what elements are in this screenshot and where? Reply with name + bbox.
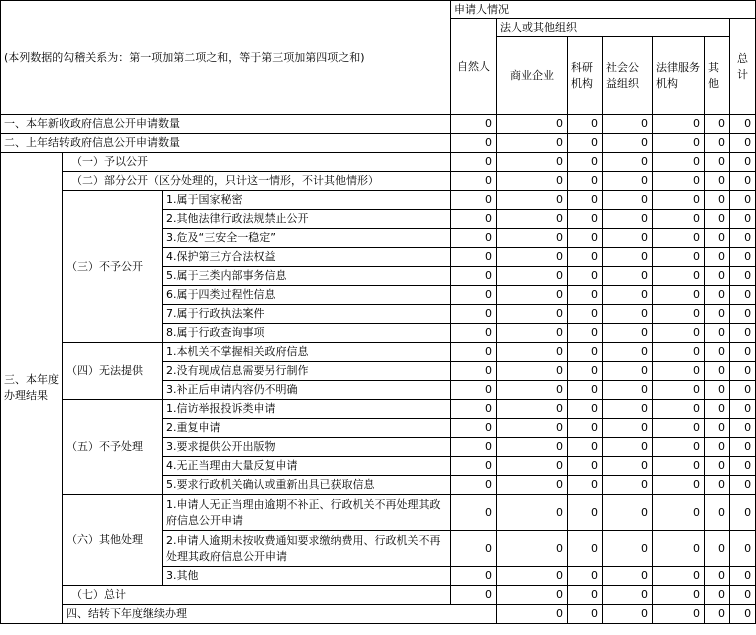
cell-commercial: 0 — [497, 438, 568, 457]
cell-other: 0 — [705, 115, 730, 134]
subsection-3-label: （三）不予公开 — [63, 191, 163, 343]
cell-research: 0 — [603, 605, 653, 624]
cell-commercial: 0 — [497, 305, 568, 324]
cell-research: 0 — [568, 476, 603, 495]
table-row — [1, 343, 756, 362]
cell-legal: 0 — [653, 115, 705, 134]
cell-other: 0 — [705, 267, 730, 286]
cell-other: 0 — [730, 605, 756, 624]
cell-total: 0 — [730, 172, 756, 191]
cell-research: 0 — [568, 419, 603, 438]
other-header: 其他 — [705, 37, 730, 115]
table-row — [1, 495, 756, 531]
row-label: 1.本机关不掌握相关政府信息 — [163, 343, 451, 362]
subsection-5-label: （五）不予处理 — [63, 400, 163, 495]
cell-natural: 0 — [451, 267, 497, 286]
cell-legal: 0 — [653, 324, 705, 343]
cell-natural: 0 — [451, 531, 497, 567]
row-label: （二）部分公开（区分处理的，只计这一情形，不计其他情形） — [63, 172, 451, 191]
cell-natural: 0 — [451, 153, 497, 172]
cell-total: 0 — [730, 324, 756, 343]
cell-commercial: 0 — [497, 134, 568, 153]
row-label: 2.没有现成信息需要另行制作 — [163, 362, 451, 381]
cell-legal: 0 — [653, 248, 705, 267]
table-row — [1, 191, 756, 210]
row-label: 一、本年新收政府信息公开申请数量 — [1, 115, 451, 134]
cell-social: 0 — [603, 586, 653, 605]
cell-commercial: 0 — [497, 531, 568, 567]
row-label: 2.重复申请 — [163, 419, 451, 438]
cell-natural: 0 — [451, 362, 497, 381]
subsection-4-label: （四）无法提供 — [63, 343, 163, 400]
row-label: 3.要求提供公开出版物 — [163, 438, 451, 457]
cell-total: 0 — [730, 191, 756, 210]
row-label: 3.补正后申请内容仍不明确 — [163, 381, 451, 400]
cell-social: 0 — [603, 172, 653, 191]
cell-other: 0 — [705, 400, 730, 419]
row-label: 1.属于国家秘密 — [163, 191, 451, 210]
cell-commercial: 0 — [497, 400, 568, 419]
row-label: 四、结转下年度继续办理 — [63, 605, 497, 624]
cell-social: 0 — [603, 248, 653, 267]
cell-legal: 0 — [653, 586, 705, 605]
cell-commercial: 0 — [497, 457, 568, 476]
total-header: 总计 — [730, 19, 756, 115]
row-label: 3.其他 — [163, 567, 451, 586]
row-label: 1.申请人无正当理由逾期不补正、行政机关不再处理其政府信息公开申请 — [163, 495, 451, 531]
cell-legal: 0 — [653, 362, 705, 381]
legal-service-header: 法律服务机构 — [653, 37, 705, 115]
cell-research: 0 — [568, 495, 603, 531]
cell-natural: 0 — [451, 305, 497, 324]
cell-natural: 0 — [451, 343, 497, 362]
cell-research: 0 — [568, 343, 603, 362]
cell-legal: 0 — [653, 210, 705, 229]
legal-group-header: 法人或其他组织 — [497, 19, 730, 37]
cell-other: 0 — [705, 324, 730, 343]
cell-legal: 0 — [653, 567, 705, 586]
cell-commercial: 0 — [497, 567, 568, 586]
cell-natural: 0 — [451, 476, 497, 495]
cell-legal: 0 — [653, 419, 705, 438]
cell-other: 0 — [705, 172, 730, 191]
cell-research: 0 — [568, 457, 603, 476]
cell-other: 0 — [705, 586, 730, 605]
cell-legal: 0 — [653, 134, 705, 153]
social-header: 社会公益组织 — [603, 37, 653, 115]
cell-total: 0 — [730, 438, 756, 457]
row-label: 7.属于行政执法案件 — [163, 305, 451, 324]
cell-total: 0 — [730, 586, 756, 605]
cell-social: 0 — [603, 457, 653, 476]
cell-legal: 0 — [653, 153, 705, 172]
cell-other: 0 — [705, 286, 730, 305]
cell-legal: 0 — [653, 286, 705, 305]
cell-commercial: 0 — [497, 115, 568, 134]
table-row — [1, 134, 756, 153]
cell-research: 0 — [568, 115, 603, 134]
row-label: 8.属于行政查询事项 — [163, 324, 451, 343]
row-label: 二、上年结转政府信息公开申请数量 — [1, 134, 451, 153]
cell-legal: 0 — [653, 229, 705, 248]
cell-other: 0 — [705, 438, 730, 457]
cell-social: 0 — [603, 476, 653, 495]
natural-person-header: 自然人 — [451, 19, 497, 115]
cell-social: 0 — [603, 134, 653, 153]
cell-natural: 0 — [451, 191, 497, 210]
cell-commercial: 0 — [497, 210, 568, 229]
cell-legal: 0 — [653, 495, 705, 531]
cell-natural: 0 — [451, 229, 497, 248]
cell-natural: 0 — [451, 438, 497, 457]
cell-total: 0 — [730, 134, 756, 153]
cell-other: 0 — [705, 153, 730, 172]
cell-natural: 0 — [497, 605, 568, 624]
cell-legal: 0 — [653, 305, 705, 324]
cell-total: 0 — [730, 400, 756, 419]
row-label: 1.信访举报投诉类申请 — [163, 400, 451, 419]
cell-social: 0 — [603, 419, 653, 438]
cell-commercial: 0 — [497, 343, 568, 362]
subsection-6-label: （六）其他处理 — [63, 495, 163, 586]
cell-research: 0 — [568, 229, 603, 248]
cell-commercial: 0 — [497, 476, 568, 495]
cell-commercial: 0 — [568, 605, 603, 624]
cell-natural: 0 — [451, 248, 497, 267]
cell-other: 0 — [705, 419, 730, 438]
table-row — [1, 400, 756, 419]
row-label: 5.要求行政机关确认或重新出具已获取信息 — [163, 476, 451, 495]
cell-legal: 0 — [705, 605, 730, 624]
cell-total: 0 — [730, 248, 756, 267]
cell-research: 0 — [568, 210, 603, 229]
cell-other: 0 — [705, 567, 730, 586]
cell-social: 0 — [603, 438, 653, 457]
cell-natural: 0 — [451, 567, 497, 586]
cell-other: 0 — [705, 495, 730, 531]
cell-research: 0 — [568, 362, 603, 381]
cell-other: 0 — [705, 531, 730, 567]
cell-total: 0 — [730, 531, 756, 567]
cell-total: 0 — [730, 567, 756, 586]
cell-legal: 0 — [653, 172, 705, 191]
table-row — [1, 115, 756, 134]
cell-research: 0 — [568, 248, 603, 267]
cell-commercial: 0 — [497, 586, 568, 605]
cell-social: 0 — [603, 153, 653, 172]
cell-natural: 0 — [451, 400, 497, 419]
cell-legal: 0 — [653, 267, 705, 286]
cell-social: 0 — [603, 115, 653, 134]
cell-total: 0 — [730, 457, 756, 476]
cell-social: 0 — [603, 210, 653, 229]
cell-social: 0 — [603, 400, 653, 419]
cell-commercial: 0 — [497, 191, 568, 210]
cell-legal: 0 — [653, 457, 705, 476]
cell-total: 0 — [730, 267, 756, 286]
research-header: 科研机构 — [568, 37, 603, 115]
cell-other: 0 — [705, 381, 730, 400]
cell-total: 0 — [730, 362, 756, 381]
cell-other: 0 — [705, 191, 730, 210]
applicant-info-header: 申请人情况 — [451, 1, 756, 19]
cell-social: 0 — [603, 362, 653, 381]
cell-other: 0 — [705, 457, 730, 476]
cell-social: 0 — [603, 305, 653, 324]
cell-research: 0 — [568, 531, 603, 567]
cell-research: 0 — [568, 153, 603, 172]
cell-social: 0 — [603, 286, 653, 305]
cell-total: 0 — [730, 286, 756, 305]
cell-commercial: 0 — [497, 495, 568, 531]
cell-social: 0 — [603, 495, 653, 531]
row-label: （一）予以公开 — [63, 153, 451, 172]
row-label: （七）总计 — [63, 586, 451, 605]
cell-social: 0 — [603, 229, 653, 248]
row-label: 6.属于四类过程性信息 — [163, 286, 451, 305]
table-row — [1, 586, 756, 605]
cell-other: 0 — [705, 210, 730, 229]
cell-total: 0 — [730, 210, 756, 229]
table-note: (本列数据的勾稽关系为：第一项加第二项之和，等于第三项加第四项之和) — [1, 1, 451, 115]
table-row — [1, 153, 756, 172]
cell-other: 0 — [705, 343, 730, 362]
section-3-label: 三、本年度办理结果 — [1, 153, 63, 624]
cell-research: 0 — [568, 134, 603, 153]
row-label: 5.属于三类内部事务信息 — [163, 267, 451, 286]
cell-research: 0 — [568, 567, 603, 586]
cell-social: 0 — [653, 605, 705, 624]
cell-research: 0 — [568, 381, 603, 400]
cell-natural: 0 — [451, 381, 497, 400]
cell-commercial: 0 — [497, 381, 568, 400]
cell-total: 0 — [730, 495, 756, 531]
cell-social: 0 — [603, 267, 653, 286]
table-row — [1, 605, 756, 624]
cell-other: 0 — [705, 305, 730, 324]
cell-other: 0 — [705, 476, 730, 495]
table-row — [1, 172, 756, 191]
cell-legal: 0 — [653, 381, 705, 400]
cell-legal: 0 — [653, 531, 705, 567]
cell-other: 0 — [705, 248, 730, 267]
cell-total: 0 — [730, 343, 756, 362]
cell-natural: 0 — [451, 419, 497, 438]
cell-commercial: 0 — [497, 153, 568, 172]
cell-natural: 0 — [451, 172, 497, 191]
cell-legal: 0 — [653, 400, 705, 419]
cell-other: 0 — [705, 229, 730, 248]
cell-total: 0 — [730, 153, 756, 172]
cell-social: 0 — [603, 567, 653, 586]
cell-other: 0 — [705, 362, 730, 381]
row-label: 2.申请人逾期未按收费通知要求缴纳费用、行政机关不再处理其政府信息公开申请 — [163, 531, 451, 567]
cell-commercial: 0 — [497, 172, 568, 191]
cell-social: 0 — [603, 343, 653, 362]
cell-social: 0 — [603, 531, 653, 567]
cell-research: 0 — [568, 305, 603, 324]
cell-commercial: 0 — [497, 267, 568, 286]
cell-legal: 0 — [653, 476, 705, 495]
cell-natural: 0 — [451, 210, 497, 229]
cell-commercial: 0 — [497, 324, 568, 343]
cell-natural: 0 — [451, 286, 497, 305]
cell-research: 0 — [568, 172, 603, 191]
cell-legal: 0 — [653, 343, 705, 362]
cell-commercial: 0 — [497, 419, 568, 438]
cell-commercial: 0 — [497, 248, 568, 267]
row-label: 4.无正当理由大量反复申请 — [163, 457, 451, 476]
cell-research: 0 — [568, 286, 603, 305]
cell-commercial: 0 — [497, 286, 568, 305]
cell-research: 0 — [568, 324, 603, 343]
cell-total: 0 — [730, 305, 756, 324]
cell-total: 0 — [730, 381, 756, 400]
row-label: 4.保护第三方合法权益 — [163, 248, 451, 267]
cell-research: 0 — [568, 267, 603, 286]
cell-legal: 0 — [653, 438, 705, 457]
cell-other: 0 — [705, 134, 730, 153]
cell-natural: 0 — [451, 134, 497, 153]
cell-natural: 0 — [451, 586, 497, 605]
cell-commercial: 0 — [497, 362, 568, 381]
cell-total: 0 — [730, 229, 756, 248]
row-label: 2.其他法律行政法规禁止公开 — [163, 210, 451, 229]
cell-research: 0 — [568, 586, 603, 605]
row-label: 3.危及“三安全一稳定” — [163, 229, 451, 248]
cell-total: 0 — [730, 476, 756, 495]
cell-natural: 0 — [451, 115, 497, 134]
cell-research: 0 — [568, 400, 603, 419]
cell-commercial: 0 — [497, 229, 568, 248]
cell-total: 0 — [730, 115, 756, 134]
cell-research: 0 — [568, 438, 603, 457]
commercial-header: 商业企业 — [497, 37, 568, 115]
cell-natural: 0 — [451, 324, 497, 343]
cell-legal: 0 — [653, 191, 705, 210]
cell-research: 0 — [568, 191, 603, 210]
cell-natural: 0 — [451, 495, 497, 531]
cell-social: 0 — [603, 191, 653, 210]
cell-total: 0 — [730, 419, 756, 438]
cell-social: 0 — [603, 324, 653, 343]
cell-social: 0 — [603, 381, 653, 400]
cell-natural: 0 — [451, 457, 497, 476]
